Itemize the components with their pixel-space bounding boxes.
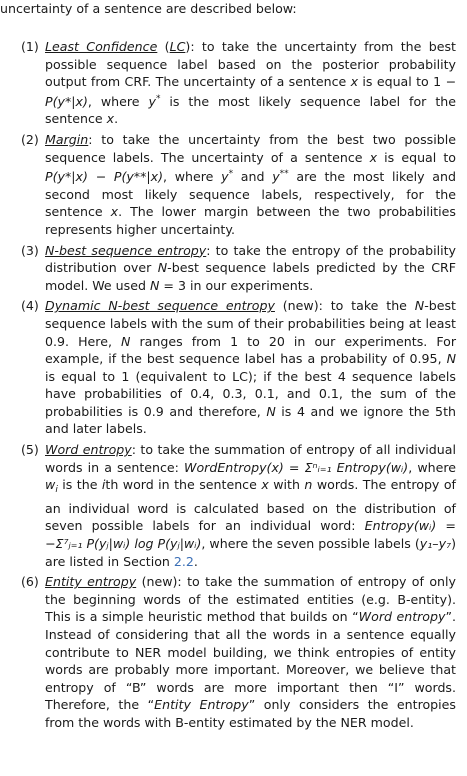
item-text: : to take the uncertainty from the best two possible sequence labels. The uncertainty of a sentence <box>45 131 456 165</box>
item-text: th word in the sentence <box>105 477 262 493</box>
math-n: N <box>414 298 425 314</box>
item-text: , where <box>408 459 457 475</box>
math-i: i <box>101 477 106 493</box>
term-least-confidence: Least Confidence <box>45 39 158 54</box>
term-nbest-entropy: N-best sequence entropy <box>45 242 207 258</box>
item-text: ” only considers the entropies from the words with B-entity estimated by the NER model. <box>45 697 456 730</box>
item-number: (4) <box>21 298 39 314</box>
item-text: words. The entropy of an individual word is calculated based on the distribution of seven possible labels for an individual word: <box>45 477 456 534</box>
list-item-dynamic-nbest <box>0 297 456 438</box>
formula-word-entropy: WordEntropy(x) = Σⁿᵢ₌₁ Entropy(wᵢ) <box>184 459 409 475</box>
item-text: (new): to take the <box>274 298 415 314</box>
uncertainty-measure-list <box>0 38 456 735</box>
section-link[interactable]: 2.2 <box>173 553 194 569</box>
math-w-i: $w_i$ <box>45 477 58 496</box>
label-range: y₁–y₇ <box>419 536 452 552</box>
term-entity-entropy: Entity entropy <box>45 574 137 590</box>
item-text: (new): to take the summation of entropy of only the beginning words of the estimated entities (e.g. B-entity). This is a simple heuristic method that builds on “ <box>45 574 456 625</box>
item-text: : to take the uncertainty from the best possible sequence label based on the posterior probability output from CRF. The uncertainty of a sentence <box>45 39 456 90</box>
item-text: is the <box>57 477 102 493</box>
math-n-lower: n <box>304 477 313 493</box>
item-number: (2) <box>21 131 39 147</box>
item-text: is equal to 1 (equivalent to LC); if the best 4 sequence labels have probabilities of 0.4, 0.3, 0.1, and 0.1, the sum of the probabilities is 0.9 and therefore, <box>45 368 456 419</box>
item-text: . The lower margin between the two probabilities represents higher uncertainty. <box>45 204 456 237</box>
math-y-double-star: y** <box>272 169 289 185</box>
item-number: (5) <box>21 442 39 458</box>
item-text: ) are listed in Section <box>45 536 456 569</box>
term-abbr-lc: LC <box>169 39 186 54</box>
term-word-entropy: Word entropy <box>45 442 132 458</box>
item-number: (1) <box>21 39 39 54</box>
math-n: N <box>266 403 276 419</box>
list-item-least-confidence: (1) Least Confidence (LC): to take the uncertainty from the best possible sequence label based on the posterior probability output from CRF. The uncertainty of a sentence x is equal to 1 − P(y*|x), where y* is the most likely sequence label for the sentence x. <box>21 39 457 127</box>
item-text: and <box>233 169 273 185</box>
item-text: , where the seven possible labels ( <box>201 536 420 552</box>
item-text: -best sequence labels with the sum of their probabilities being at least 0.9. Here, <box>45 298 456 349</box>
math-x: x <box>106 111 115 127</box>
item-text: -best sequence labels predicted by the CRF model. We used <box>45 260 456 293</box>
formula-word-level-entropy: Entropy(wᵢ) = −Σ⁷ⱼ₌₁ P(yⱼ|wᵢ) log P(yⱼ|wᵢ) <box>45 518 456 552</box>
item-text: ”. Instead of considering that all the words in a sentence equally contribute to NER model building, we think entropies of entity words are probably more important. Moreover, we believe that entropy of “B” words are more important then “I” words. Therefore, the “ <box>45 609 456 713</box>
list-item-entity-entropy <box>0 573 456 731</box>
math-y-star: y* <box>221 169 234 185</box>
item-text: is the most likely sequence label for the sentence <box>45 93 456 127</box>
item-text: with <box>268 477 305 493</box>
item-text: are the most likely and second most likely sequence labels, respectively, for the sentence <box>45 169 456 220</box>
math-x: x <box>110 204 119 220</box>
formula-posterior: P(y*|x) <box>45 93 88 109</box>
item-text: is equal to 1 − <box>358 74 457 90</box>
math-x: x <box>369 149 378 165</box>
list-item-nbest-entropy <box>0 242 456 295</box>
math-n: N <box>149 277 160 293</box>
item-text: , where <box>87 93 149 109</box>
math-x: x <box>261 477 269 493</box>
item-text: : to take the entropy of the probability distribution over <box>45 242 456 276</box>
quoted-word-entropy: Word entropy <box>358 609 446 625</box>
math-n: N <box>157 260 168 276</box>
item-text: ranges from 1 to 20 in our experiments. For example, if the best sequence label has a probability of 0.95, <box>45 333 456 367</box>
term-margin: Margin <box>45 131 89 147</box>
math-x: x <box>350 74 359 90</box>
item-text: , where <box>163 169 222 185</box>
term-dynamic-nbest: Dynamic N-best sequence entropy <box>45 298 275 314</box>
item-text: is equal to <box>377 149 457 165</box>
item-number: (3) <box>21 242 39 258</box>
item-text: : to take the summation of entropy of all individual words in a sentence: <box>45 442 456 475</box>
item-text: is 4 and we ignore the 5th and later labels. <box>45 403 456 437</box>
list-item-word-entropy: (5) Word entropy: to take the summation of entropy of all individual words in a sentence: WordEntropy(x) = Σⁿᵢ₌₁ Entropy(wᵢ), where $w_i$ is the ith word in the sentence x with n words. The entropy of an individual word is calculated based on the distribution of seven possible labels for an individual word: Entropy(wᵢ) = −Σ⁷ⱼ₌₁ P(yⱼ|wᵢ) log P(yⱼ|wᵢ), where the seven possible labels (y₁–y₇) are listed in Section 2.2. <box>21 442 457 569</box>
intro-line: uncertainty of a sentence are described below: <box>0 1 297 16</box>
list-item-margin <box>0 131 456 239</box>
math-n: N <box>121 333 131 349</box>
math-n: N <box>446 351 456 367</box>
math-y-star: y* <box>148 93 161 109</box>
item-number: (6) <box>21 574 39 590</box>
item-text: = 3 in our experiments. <box>159 277 314 293</box>
formula-margin: P(y*|x) − P(y**|x) <box>45 169 164 185</box>
quoted-entity-entropy: Entity Entropy <box>154 697 249 713</box>
